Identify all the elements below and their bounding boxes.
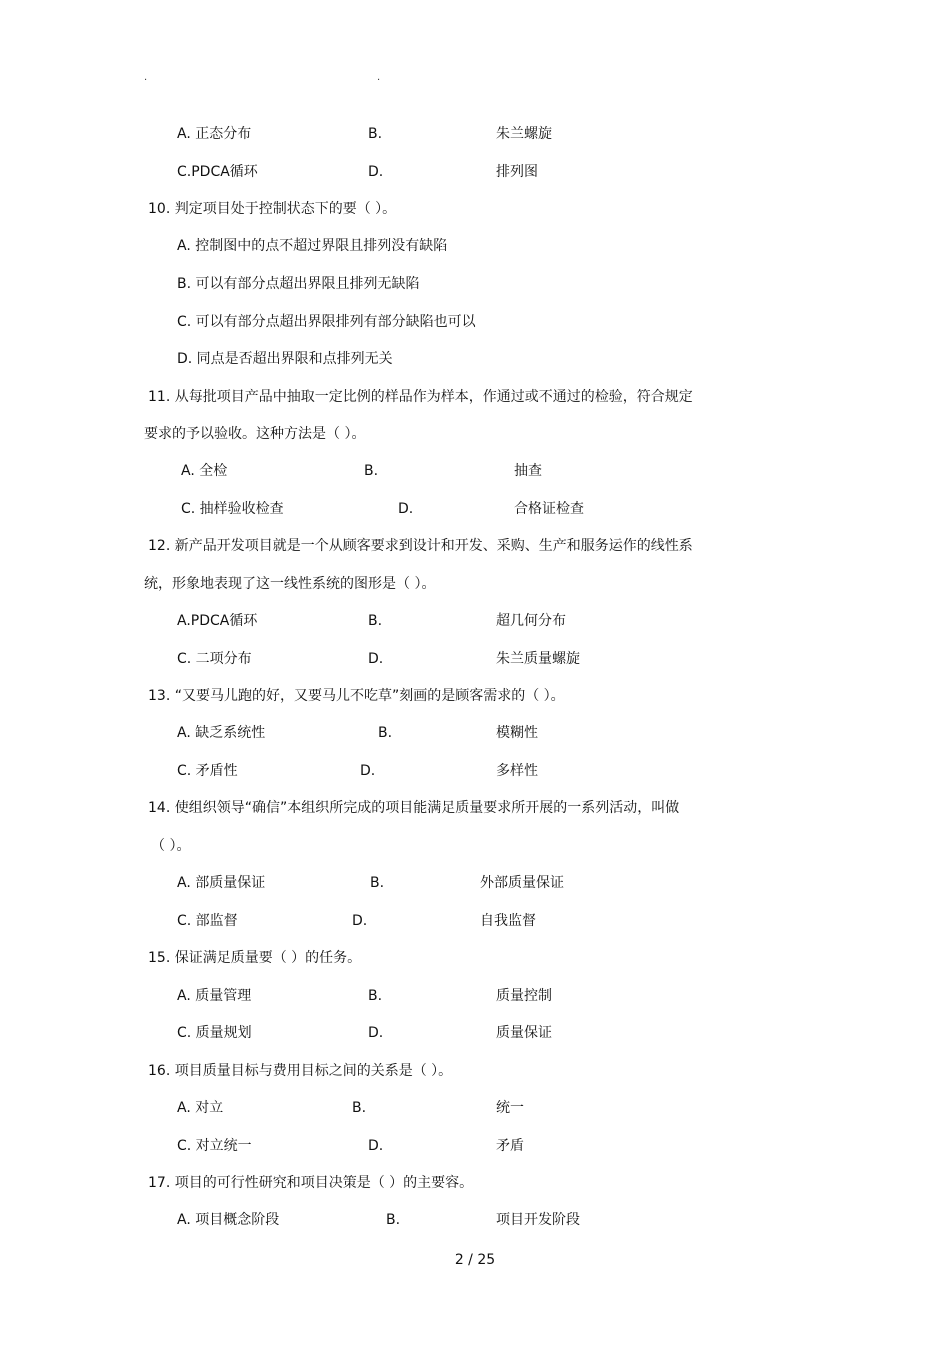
- question-text: 要求的予以验收。这种方法是（ ）。: [144, 426, 366, 442]
- option-right: 矛盾: [496, 1138, 524, 1154]
- question-text: （ ）。: [151, 838, 191, 854]
- option-letter: B.: [352, 1100, 367, 1116]
- option-letter: B.: [368, 126, 383, 142]
- option-letter: D.: [398, 501, 414, 517]
- option-left: C. 二项分布: [177, 651, 252, 667]
- option-left: A. 部质量保证: [177, 875, 266, 891]
- header-dot-right: .: [377, 72, 381, 83]
- option-left: C. 质量规划: [177, 1025, 252, 1041]
- option-left: A. 正态分布: [177, 126, 252, 142]
- option-left: C.PDCA循环: [177, 164, 258, 180]
- question-text: 统，形象地表现了这一线性系统的图形是（ ）。: [144, 576, 436, 592]
- option-right: 排列图: [496, 164, 538, 180]
- option-left: C. 对立统一: [177, 1138, 252, 1154]
- option-letter: D.: [368, 164, 384, 180]
- option-right: 朱兰螺旋: [496, 126, 552, 142]
- option-right: 质量控制: [496, 988, 552, 1004]
- option-right: 模糊性: [496, 725, 538, 741]
- question-text: 12. 新产品开发项目就是一个从顾客要求到设计和开发、采购、生产和服务运作的线性系: [148, 538, 693, 554]
- question-text: 14. 使组织领导“确信”本组织所完成的项目能满足质量要求所开展的一系列活动，叫做: [148, 800, 680, 816]
- option-left: A. 全检: [181, 463, 228, 479]
- option-left: A. 对立: [177, 1100, 224, 1116]
- option-left: A.PDCA循环: [177, 613, 258, 629]
- question-text: 11. 从每批项目产品中抽取一定比例的样品作为样本，作通过或不通过的检验，符合规定: [148, 389, 693, 405]
- option-right: 超几何分布: [496, 613, 566, 629]
- option-left: C. 矛盾性: [177, 763, 238, 779]
- option-letter: B.: [368, 988, 383, 1004]
- question-text: 13. “又要马儿跑的好，又要马儿不吃草”刻画的是顾客需求的（ ）。: [148, 688, 565, 704]
- option-letter: D.: [352, 913, 368, 929]
- header-dot-left: .: [144, 72, 148, 83]
- option-letter: D.: [368, 1138, 384, 1154]
- question-text: 17. 项目的可行性研究和项目决策是（ ）的主要容。: [148, 1175, 474, 1191]
- option-left: A. 缺乏系统性: [177, 725, 266, 741]
- option-right: 朱兰质量螺旋: [496, 651, 580, 667]
- option-left: C. 部监督: [177, 913, 238, 929]
- option-left: C. 抽样验收检查: [181, 501, 284, 517]
- page-number: 2 / 25: [454, 1252, 496, 1268]
- option-right: 统一: [496, 1100, 524, 1116]
- option-right: 抽查: [514, 463, 542, 479]
- option-right: 自我监督: [480, 913, 536, 929]
- option-letter: B.: [386, 1212, 401, 1228]
- option-line: B. 可以有部分点超出界限且排列无缺陷: [177, 276, 420, 292]
- option-line: C. 可以有部分点超出界限排列有部分缺陷也可以: [177, 314, 476, 330]
- question-text: 16. 项目质量目标与费用目标之间的关系是（ ）。: [148, 1063, 453, 1079]
- option-line: D. 同点是否超出界限和点排列无关: [177, 351, 393, 367]
- option-right: 合格证检查: [514, 501, 584, 517]
- question-text: 10. 判定项目处于控制状态下的要（ ）。: [148, 201, 397, 217]
- option-right: 质量保证: [496, 1025, 552, 1041]
- option-letter: B.: [378, 725, 393, 741]
- option-letter: D.: [368, 1025, 384, 1041]
- option-left: A. 项目概念阶段: [177, 1212, 280, 1228]
- option-right: 多样性: [496, 763, 538, 779]
- option-right: 项目开发阶段: [496, 1212, 580, 1228]
- option-letter: D.: [360, 763, 376, 779]
- option-letter: B.: [364, 463, 379, 479]
- option-line: A. 控制图中的点不超过界限且排列没有缺陷: [177, 238, 448, 254]
- option-letter: B.: [370, 875, 385, 891]
- option-right: 外部质量保证: [480, 875, 564, 891]
- option-left: A. 质量管理: [177, 988, 252, 1004]
- option-letter: D.: [368, 651, 384, 667]
- question-text: 15. 保证满足质量要（ ）的任务。: [148, 950, 362, 966]
- option-letter: B.: [368, 613, 383, 629]
